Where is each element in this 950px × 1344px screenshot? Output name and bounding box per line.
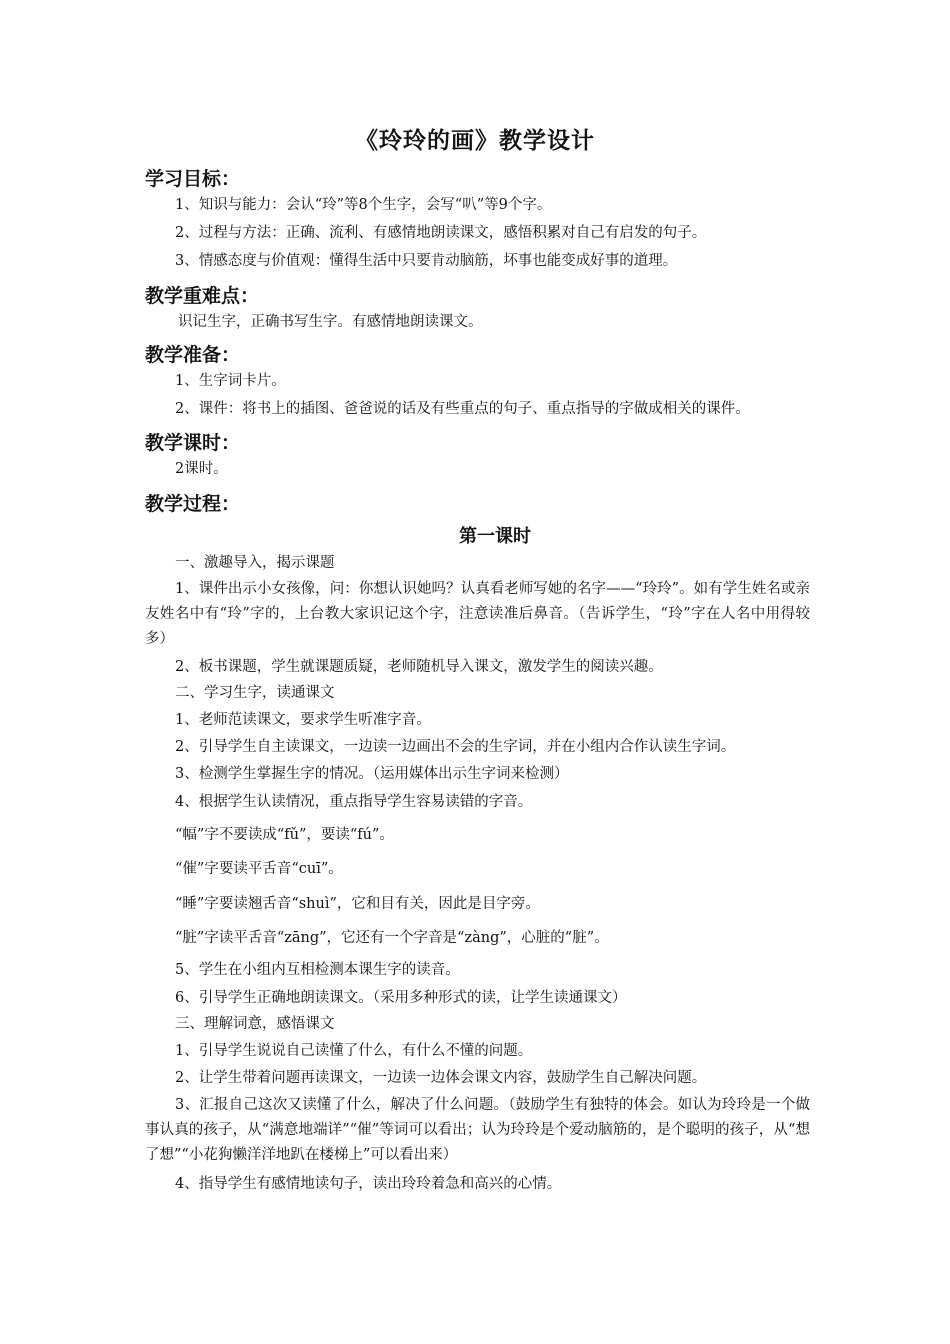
process-heading: 教学过程： bbox=[145, 493, 241, 515]
objective-item: 1、知识与能力：会认“玲”等8个生字，会写“叭”等9个字。 bbox=[175, 197, 552, 213]
objective-item: 3、情感态度与价值观：懂得生活中只要肯动脑筋，坏事也能变成好事的道理。 bbox=[175, 253, 678, 269]
process-paragraph: 1、课件出示小女孩像，问：你想认识她吗？认真看老师写她的名字——“玲玲”。如有学生姓名或亲友姓名中有“玲”字的，上台教大家识记这个字，注意读准后鼻音。（告诉学生，“玲”字在人名中用得较多） bbox=[145, 581, 810, 647]
section-heading: 一、激趣导入，揭示课题 bbox=[175, 555, 335, 571]
process-line: 3、检测学生掌握生字的情况。（运用媒体出示生字词来检测） bbox=[175, 766, 569, 782]
process-line: 1、老师范读课文，要求学生听准字音。 bbox=[175, 712, 431, 728]
process-line: 1、引导学生说说自己读懂了什么，有什么不懂的问题。 bbox=[175, 1043, 533, 1059]
process-line: 5、学生在小组内互相检测本课生字的读音。 bbox=[175, 962, 460, 978]
document-title: 《玲玲的画》教学设计 bbox=[355, 127, 595, 154]
key-points-text: 识记生字，正确书写生字。有感情地朗读课文。 bbox=[178, 314, 483, 330]
section-heading: 三、理解词意，感悟课文 bbox=[175, 1016, 335, 1032]
objectives-heading: 学习目标： bbox=[145, 168, 241, 190]
preparation-item: 2、课件：将书上的插图、爸爸说的话及有些重点的句子、重点指导的字做成相关的课件。 bbox=[175, 401, 750, 417]
lesson-title: 第一课时 bbox=[459, 526, 531, 547]
process-line: 4、指导学生有感情地读句子，读出玲玲着急和高兴的心情。 bbox=[175, 1176, 562, 1192]
process-line: 4、根据学生认读情况，重点指导学生容易读错的字音。 bbox=[175, 794, 533, 810]
pronunciation-note: “催”字要读平舌音“cuī”。 bbox=[175, 861, 343, 877]
key-points-heading: 教学重难点： bbox=[145, 285, 260, 307]
process-line: 2、让学生带着问题再读课文，一边读一边体会课文内容，鼓励学生自己解决问题。 bbox=[175, 1070, 707, 1086]
pronunciation-note: “幅”字不要读成“fǔ”，要读“fú”。 bbox=[175, 827, 394, 843]
preparation-item: 1、生字词卡片。 bbox=[175, 373, 286, 389]
preparation-heading: 教学准备： bbox=[145, 344, 241, 366]
objective-item: 2、过程与方法：正确、流利、有感情地朗读课文，感悟积累对自己有启发的句子。 bbox=[175, 225, 707, 241]
section-heading: 二、学习生字，读通课文 bbox=[175, 685, 335, 701]
periods-heading: 教学课时： bbox=[145, 432, 241, 454]
process-line: 2、引导学生自主读课文，一边读一边画出不会的生字词，并在小组内合作认读生字词。 bbox=[175, 739, 736, 755]
process-paragraph: 3、汇报自己这次又读懂了什么，解决了什么问题。（鼓励学生有独特的体会。如认为玲玲是一个做事认真的孩子，从“满意地端详”“催”等词可以看出；认为玲玲是个爱动脑筋的，是个聪明的孩子，从“想了想”“小花狗懒洋洋地趴在楼梯上”可以看出来） bbox=[145, 1097, 810, 1163]
periods-text: 2课时。 bbox=[175, 461, 228, 477]
pronunciation-note: “睡”字要读翘舌音“shuì”，它和目有关，因此是目字旁。 bbox=[175, 896, 540, 912]
process-line: 6、引导学生正确地朗读课文。（采用多种形式的读，让学生读通课文） bbox=[175, 990, 627, 1006]
process-line: 2、板书课题，学生就课题质疑，老师随机导入课文，激发学生的阅读兴趣。 bbox=[175, 659, 663, 675]
pronunciation-note: “脏”字读平舌音“zāng”，它还有一个字音是“zàng”，心脏的“脏”。 bbox=[175, 930, 609, 946]
